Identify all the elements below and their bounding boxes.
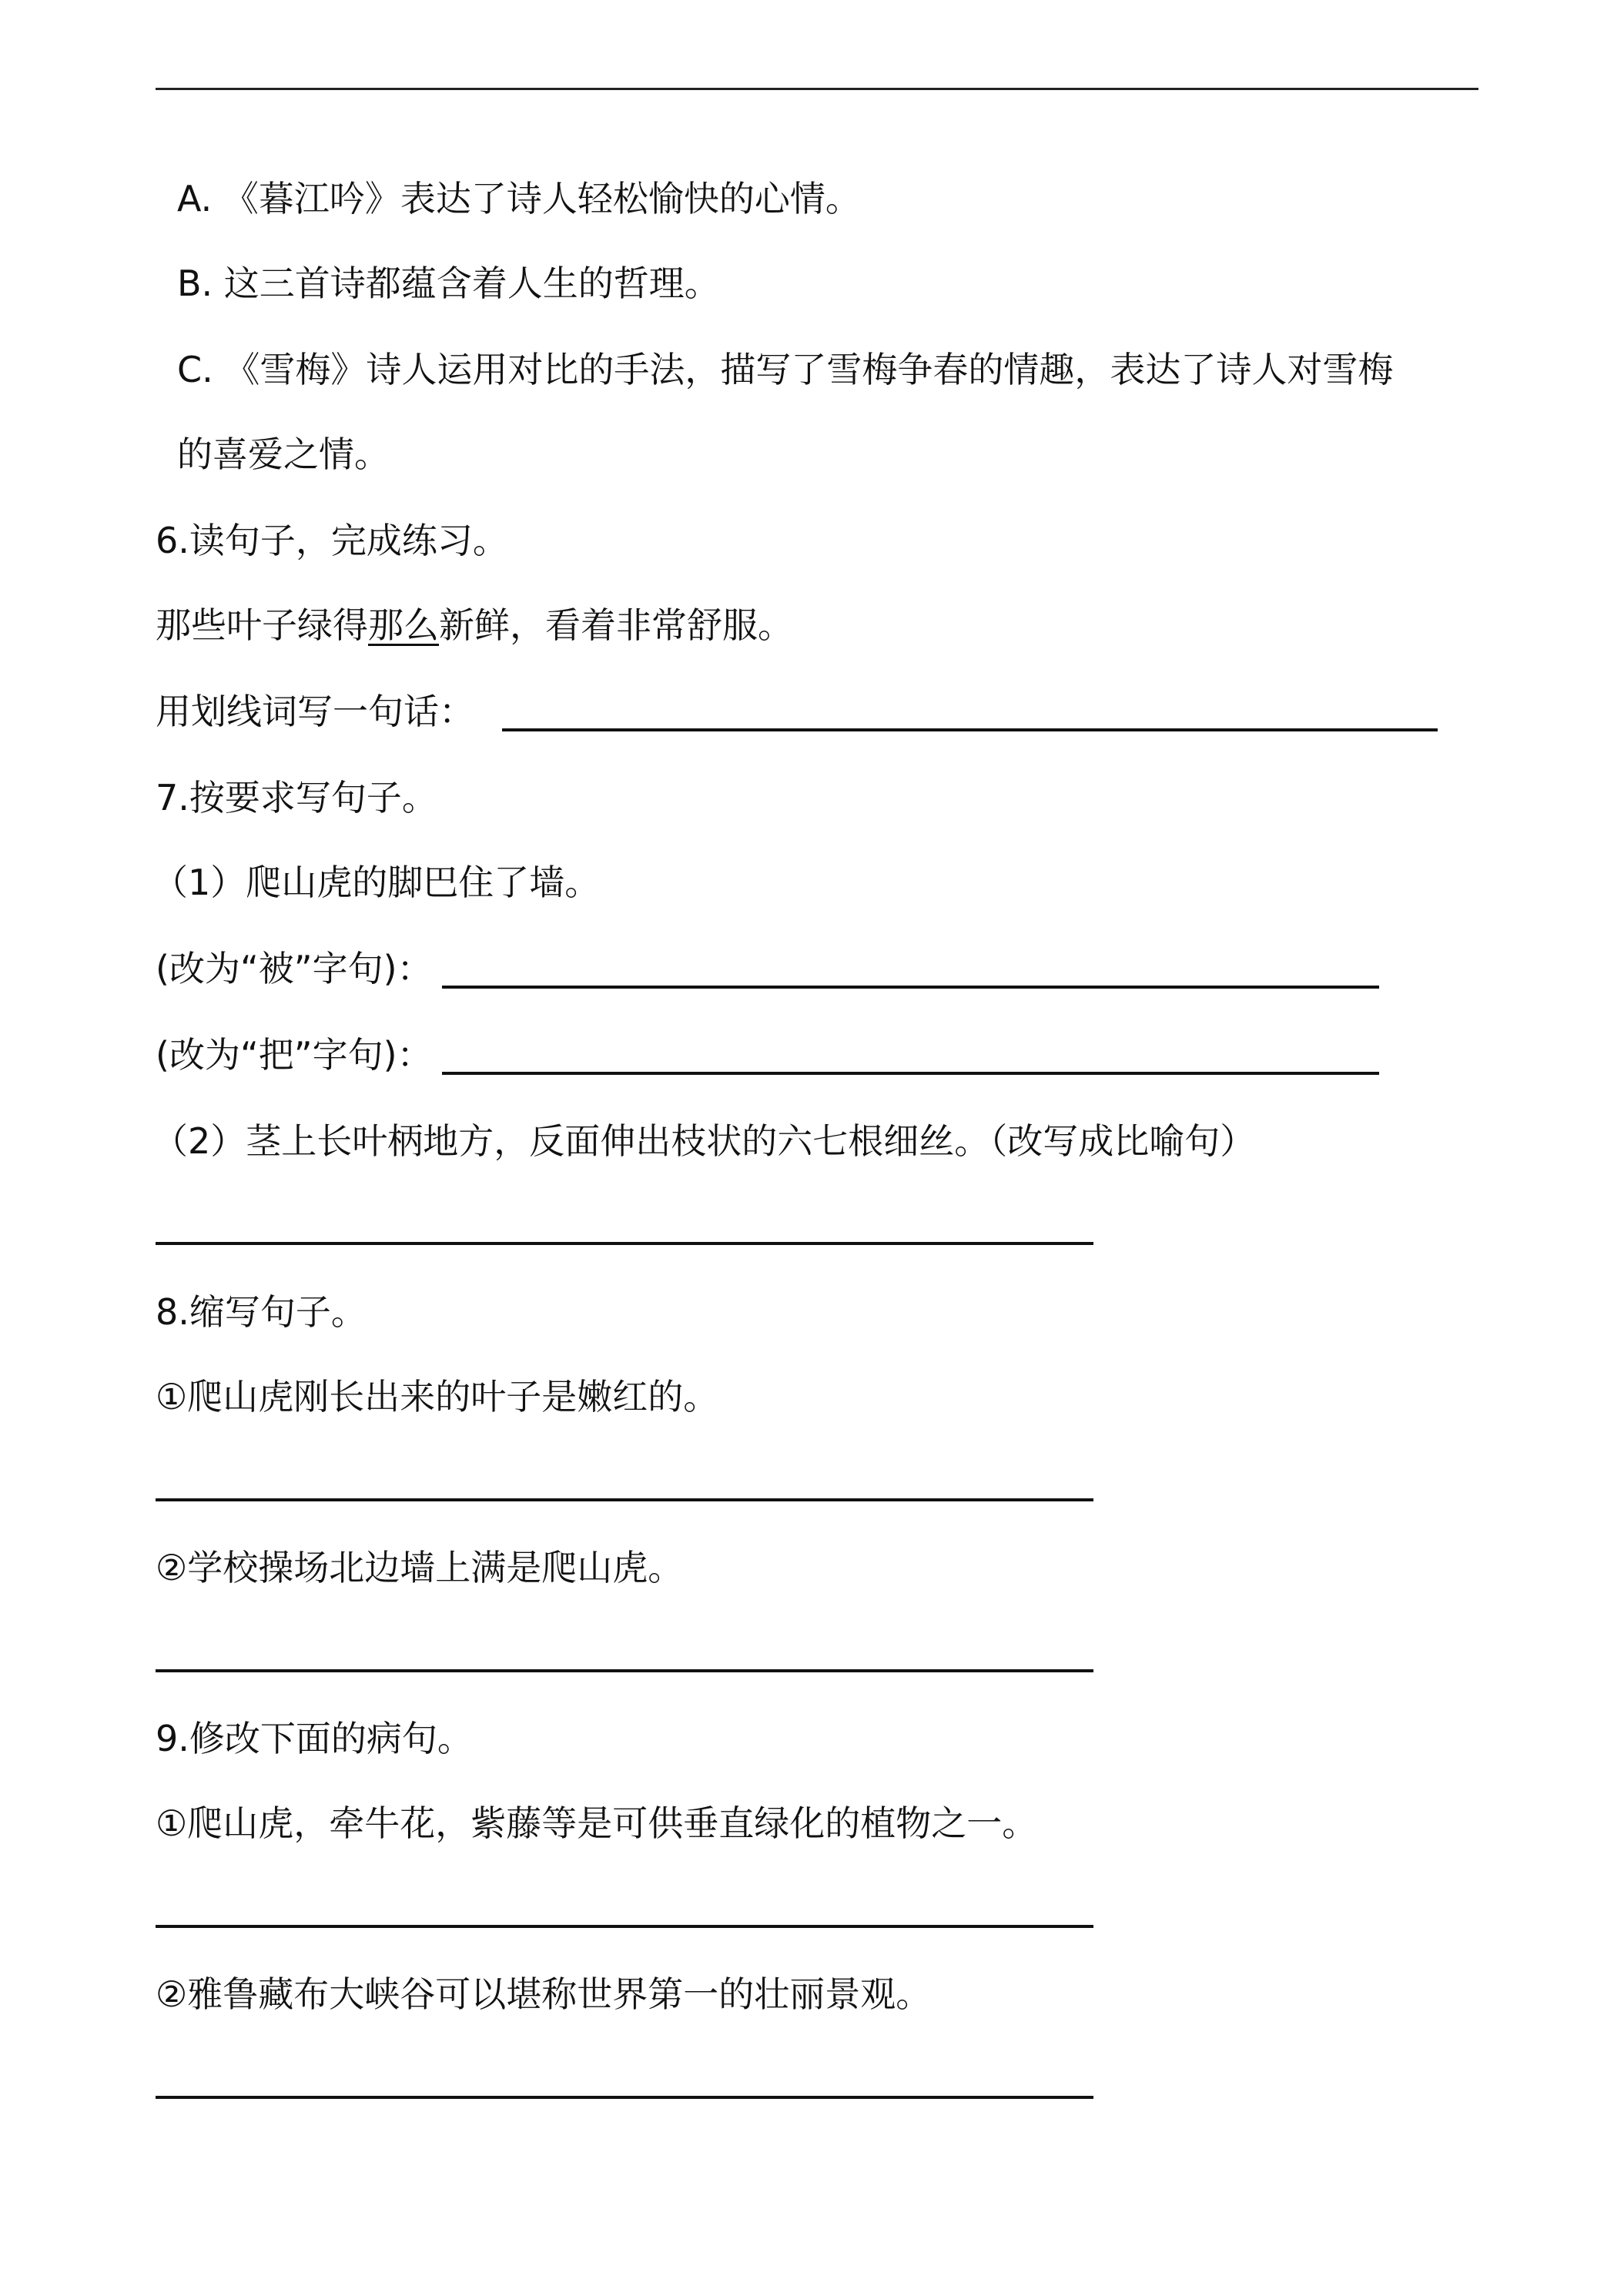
- q7-ba-prompt: (改为“把”字句)：: [156, 1034, 433, 1076]
- option-c-line1: C. 《雪梅》诗人运用对比的手法，描写了雪梅争春的情趣，表达了诗人对雪梅: [177, 349, 1394, 390]
- option-a: A. 《暮江吟》表达了诗人轻松愉快的心情。: [177, 178, 861, 219]
- q9-title: 9.修改下面的病句。: [156, 1718, 473, 1759]
- q7-bei-answer-line[interactable]: [442, 986, 1379, 989]
- q7-item1: （1）爬山虎的脚巴住了墙。: [152, 862, 601, 903]
- q6-sentence-before: 那些叶子绿得: [156, 604, 368, 646]
- q7-title: 7.按要求写句子。: [156, 777, 437, 818]
- q9-item1-answer-line[interactable]: [156, 1925, 1093, 1928]
- header-rule: [156, 88, 1478, 90]
- option-b: B. 这三首诗都蕴含着人生的哲理。: [177, 263, 720, 304]
- q6-sentence-after: 新鲜，看着非常舒服。: [439, 604, 793, 646]
- q8-item2-answer-line[interactable]: [156, 1669, 1093, 1672]
- q9-item2: ②雅鲁藏布大峡谷可以堪称世界第一的壮丽景观。: [156, 1973, 932, 2015]
- q9-item1: ①爬山虎，牵牛花，紫藤等是可供垂直绿化的植物之一。: [156, 1802, 1038, 1844]
- q7-bei-prompt: (改为“被”字句)：: [156, 948, 433, 989]
- q8-item1-answer-line[interactable]: [156, 1498, 1093, 1501]
- q8-title: 8.缩写句子。: [156, 1291, 367, 1333]
- q6-underlined-word: 那么: [368, 604, 439, 646]
- q9-item2-answer-line[interactable]: [156, 2096, 1093, 2099]
- q7-item2-answer-line[interactable]: [156, 1242, 1093, 1245]
- q6-sentence: [156, 602, 793, 648]
- q7-ba-answer-line[interactable]: [442, 1072, 1379, 1075]
- q6-prompt: 用划线词写一句话：: [156, 691, 474, 732]
- q6-title: 6.读句子，完成练习。: [156, 520, 508, 561]
- q8-item2: ②学校操场北边墙上满是爬山虎。: [156, 1547, 684, 1588]
- q8-item1: ①爬山虎刚长出来的叶子是嫩红的。: [156, 1376, 719, 1417]
- option-c-line2: 的喜爱之情。: [177, 433, 390, 475]
- q6-answer-line[interactable]: [502, 728, 1438, 731]
- q7-item2: （2）茎上长叶柄地方，反面伸出枝状的六七根细丝。（改写成比喻句）: [152, 1120, 1256, 1162]
